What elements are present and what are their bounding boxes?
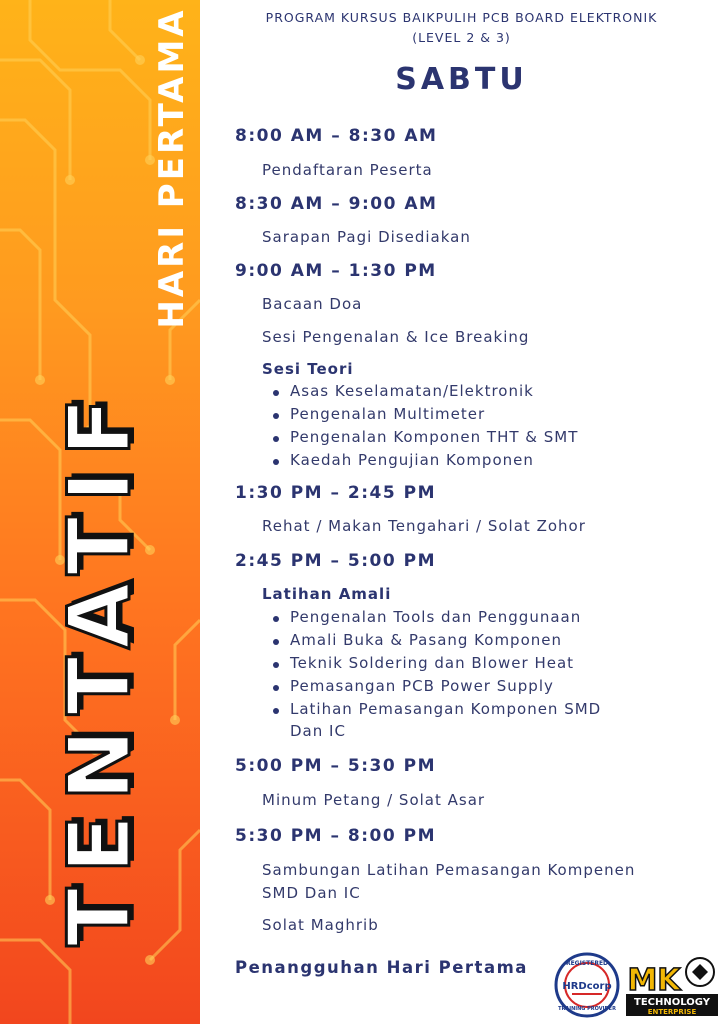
schedule-item: Pendaftaran Peserta: [262, 161, 433, 179]
time-slot-6: 5:00 PM – 5:30 PM: [235, 756, 436, 776]
list-item: Kaedah Pengujian Komponen: [262, 449, 578, 472]
svg-text:HRDcorp: HRDcorp: [562, 981, 612, 992]
time-slot-3: 9:00 AM – 1:30 PM: [235, 261, 437, 281]
sesi-teori-list: [262, 380, 578, 472]
list-item: Asas Keselamatan/Elektronik: [262, 380, 578, 403]
schedule-item: Sambungan Latihan Pemasangan Kompenen: [262, 861, 636, 879]
sesi-teori-heading: Sesi Teori: [262, 360, 354, 378]
list-item: Amali Buka & Pasang Komponen: [262, 629, 601, 652]
schedule-item: Rehat / Makan Tengahari / Solat Zohor: [262, 517, 586, 535]
list-item: Pengenalan Multimeter: [262, 403, 578, 426]
program-title-line1: PROGRAM KURSUS BAIKPULIH PCB BOARD ELEKTRONIK: [265, 10, 658, 25]
tentatif-title: TENTATIF: [50, 383, 150, 947]
list-item: Pengenalan Komponen THT & SMT: [262, 426, 578, 449]
mk-technology-enterprise-logo: [626, 954, 718, 1016]
list-item: Pengenalan Tools dan Penggunaan: [262, 606, 601, 629]
svg-text:TRAINING PROVIDER: TRAINING PROVIDER: [558, 1006, 616, 1012]
svg-text:REGISTERED: REGISTERED: [565, 960, 609, 967]
latihan-amali-heading: Latihan Amali: [262, 585, 392, 603]
program-title-line2: (LEVEL 2 & 3): [412, 30, 511, 45]
time-slot-4: 1:30 PM – 2:45 PM: [235, 483, 436, 503]
schedule-item: Sesi Pengenalan & Ice Breaking: [262, 328, 530, 346]
svg-text:MK: MK: [627, 963, 681, 998]
schedule-item-continuation: SMD Dan IC: [262, 884, 361, 902]
time-slot-7: 5:30 PM – 8:00 PM: [235, 826, 436, 846]
hrdcorp-registered-training-provider-logo: [554, 952, 620, 1018]
time-slot-5: 2:45 PM – 5:00 PM: [235, 551, 436, 571]
list-item: Latihan Pemasangan Komponen SMD: [262, 698, 601, 721]
time-slot-1: 8:00 AM – 8:30 AM: [235, 126, 438, 146]
schedule-item: Solat Maghrib: [262, 916, 379, 934]
list-item-continuation: Dan IC: [290, 722, 346, 740]
svg-text:ENTERPRISE: ENTERPRISE: [647, 1008, 697, 1016]
schedule-panel: [200, 0, 723, 1024]
left-banner: [0, 0, 200, 1024]
schedule-item: Sarapan Pagi Disediakan: [262, 228, 471, 246]
list-item: Pemasangan PCB Power Supply: [262, 675, 601, 698]
hari-pertama-title: HARI PERTAMA: [152, 7, 192, 329]
list-item: Teknik Soldering dan Blower Heat: [262, 652, 601, 675]
svg-text:TECHNOLOGY: TECHNOLOGY: [634, 997, 710, 1008]
schedule-item: Bacaan Doa: [262, 295, 363, 313]
latihan-amali-list: [262, 606, 601, 721]
time-slot-2: 8:30 AM – 9:00 AM: [235, 194, 438, 214]
closing-text: Penangguhan Hari Pertama: [235, 958, 528, 977]
schedule-item: Minum Petang / Solat Asar: [262, 791, 486, 809]
day-heading: SABTU: [395, 62, 528, 97]
